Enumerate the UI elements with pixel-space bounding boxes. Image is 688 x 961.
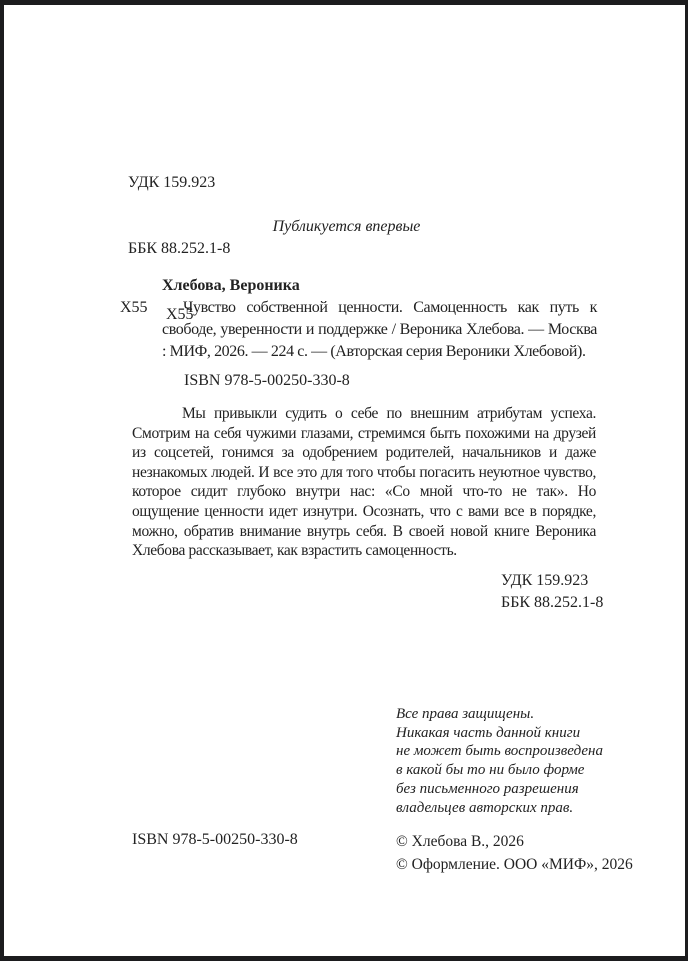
bbk-code-top: ББК 88.252.1-8 bbox=[128, 240, 231, 257]
rights-notice bbox=[396, 705, 603, 817]
bbk-code-bottom: ББК 88.252.1-8 bbox=[501, 594, 604, 611]
copyright-author: © Хлебова В., 2026 bbox=[396, 833, 524, 850]
classification-codes-bottom bbox=[501, 570, 603, 614]
author-sign-top: Х55 bbox=[166, 306, 194, 323]
author-sign-entry: Х55 bbox=[120, 299, 148, 316]
annotation-block bbox=[132, 404, 596, 561]
rights-line: без письменного разрешения bbox=[396, 780, 579, 797]
isbn-catalog: ISBN 978-5-00250-330-8 bbox=[184, 372, 350, 389]
first-publication-note: Публикуется впервые bbox=[272, 218, 421, 235]
rights-line: Никакая часть данной книги bbox=[396, 724, 581, 741]
rights-line: в какой бы то ни было форме bbox=[396, 762, 585, 779]
copyright-design: © Оформление. ООО «МИФ», 2026 bbox=[396, 855, 633, 873]
catalog-author: Хлебова, Вероника bbox=[162, 277, 300, 294]
catalog-description: Чувство собственной ценности. Самоценность как путь к свободе, уверенности и поддержке / Вероника Хлебова. — Москва : МИФ, 2026. — 224 с. — (Авторская серия Вероники Хлебовой). bbox=[162, 299, 597, 360]
udk-code-bottom: УДК 159.923 bbox=[501, 572, 589, 589]
rights-line: не может быть воспроизведена bbox=[396, 743, 603, 760]
udk-code-top: УДК 159.923 bbox=[128, 174, 216, 191]
isbn-footer: ISBN 978-5-00250-330-8 bbox=[132, 831, 298, 848]
copyright-block bbox=[396, 831, 633, 876]
rights-line: Все права защищены. bbox=[396, 706, 535, 722]
catalog-card bbox=[120, 275, 597, 363]
rights-line: владельцев авторских прав. bbox=[396, 799, 574, 816]
annotation-text: Мы привыкли судить о себе по внешним атрибутам успеха. Смотрим на себя чужими глазами, стремимся быть похожими на друзей из соцсетей, гонимся за одобрением родителей, начальников и даже незнакомых людей. И все это для того чтобы погасить неуютное чувство, которое сидит глубоко внутри нас: «Со мной что-то не так». Но ощущение ценности идет изнутри. Осознать, что с вами все в порядке, можно, обратив внимание внутрь себя. В своей новой книге Вероника Хлебова рассказывает, как взрастить самоценность. bbox=[132, 405, 596, 560]
catalog-entry bbox=[120, 297, 597, 363]
